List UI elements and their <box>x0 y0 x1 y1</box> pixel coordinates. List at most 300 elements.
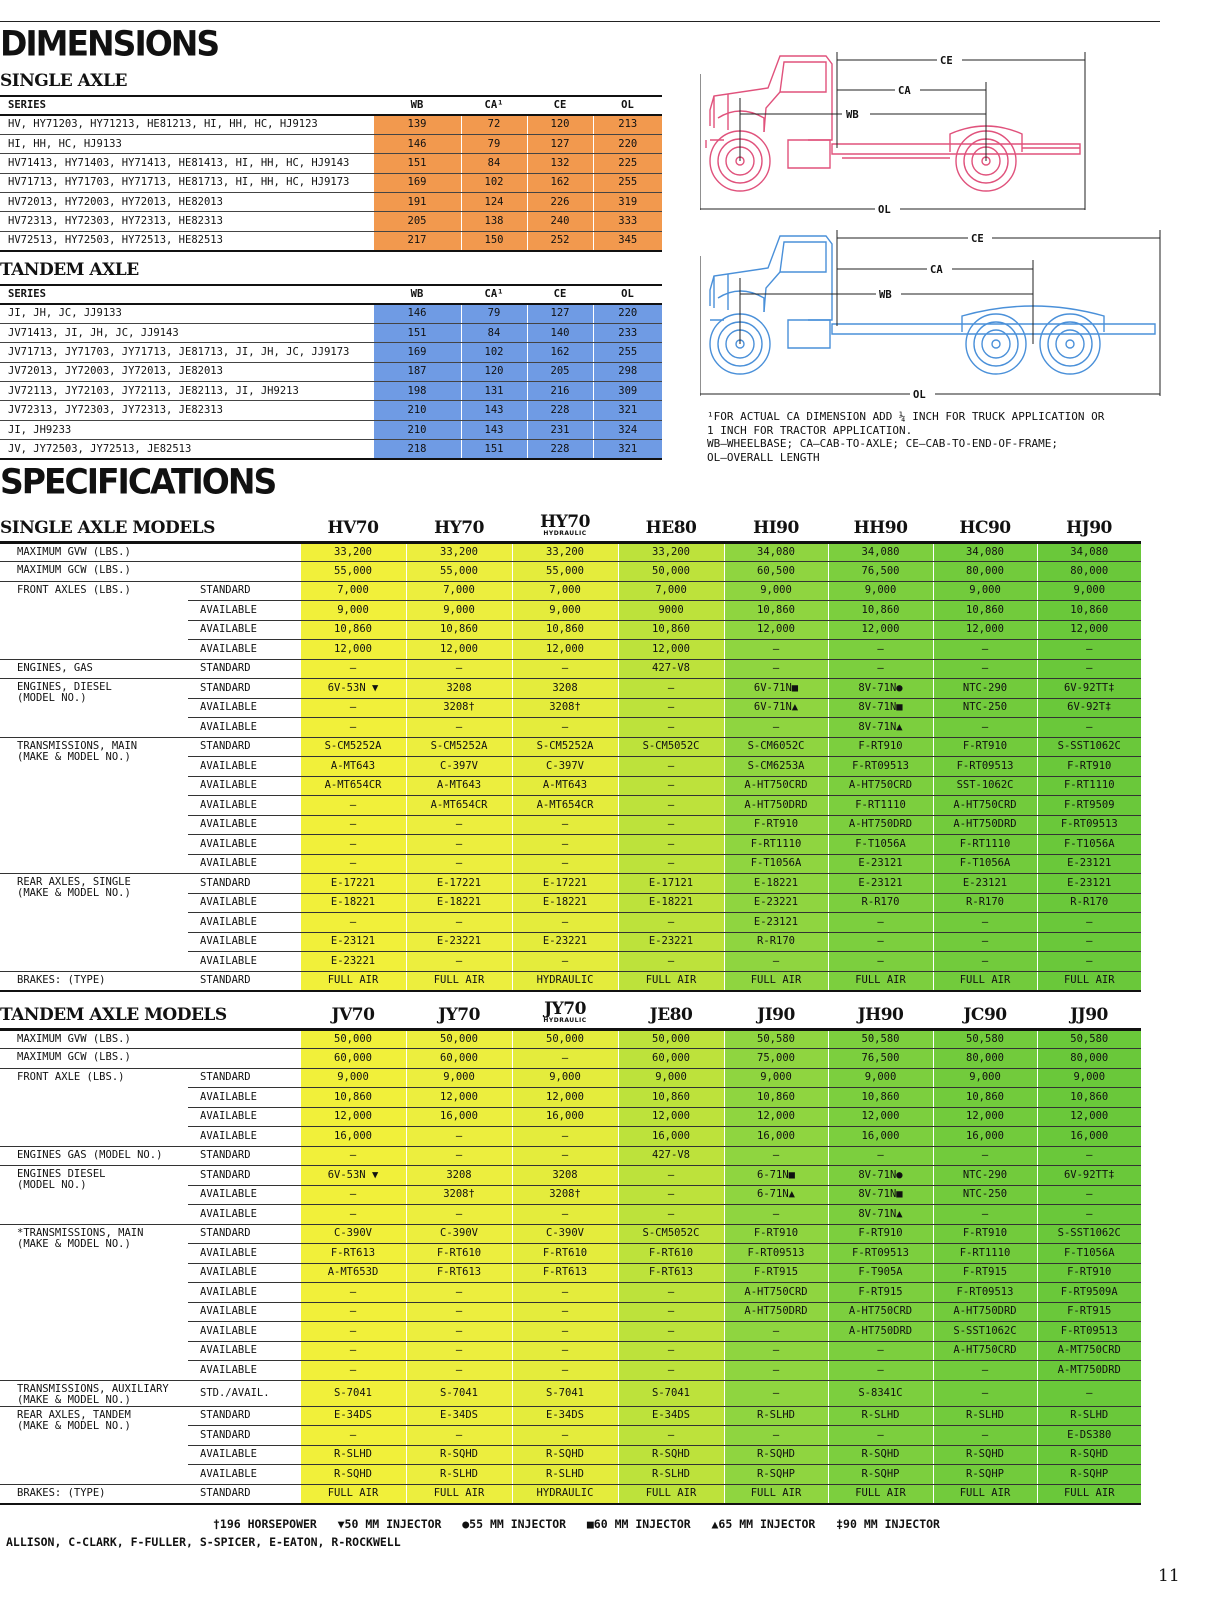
table-row <box>0 420 662 439</box>
spec-value: 9,000 <box>724 581 828 601</box>
availability-cell <box>188 1049 300 1069</box>
spec-value: — <box>512 835 618 855</box>
dimension-value: 120 <box>461 362 527 381</box>
spec-value: HYDRAULIC <box>512 1484 618 1504</box>
spec-value: 12,000 <box>1037 1107 1141 1127</box>
model-name: JJ90 <box>1070 1004 1108 1025</box>
injector-legend: †196 HORSEPOWER ▼50 MM INJECTOR ●55 MM INJECTOR ■60 MM INJECTOR ▲65 MM INJECTOR ‡90 MM INJECTOR <box>213 1517 940 1531</box>
spec-row <box>0 542 1141 562</box>
spec-value: E-34DS <box>406 1406 512 1426</box>
single-dimension-lines <box>700 52 1085 210</box>
spec-value: A-HT750CRD <box>724 776 828 796</box>
dim-col-header: CE <box>527 96 593 115</box>
model-column-header <box>933 995 1037 1029</box>
spec-value: FULL AIR <box>300 971 406 991</box>
spec-value: S-CM6253A <box>724 757 828 777</box>
spec-value: A-HT750DRD <box>724 1302 828 1322</box>
spec-value: E-17121 <box>618 874 724 894</box>
spec-value: 9,000 <box>933 581 1037 601</box>
availability-cell: STANDARD <box>188 1406 300 1426</box>
footnote-line-3: WB—WHEELBASE; CA—CAB-TO-AXLE; CE—CAB-TO-END-OF-FRAME; <box>707 437 1058 450</box>
spec-value: S-7041 <box>300 1380 406 1406</box>
dimension-value: 138 <box>461 212 527 231</box>
spec-label: MAXIMUM GVW (LBS.) <box>0 1029 188 1049</box>
spec-value: — <box>406 718 512 738</box>
spec-value: — <box>512 1127 618 1147</box>
spec-value: A-HT750CRD <box>828 776 933 796</box>
availability-cell: STANDARD <box>188 659 300 679</box>
dim-col-header: SERIES <box>0 96 373 115</box>
spec-value: — <box>300 796 406 816</box>
spec-row <box>0 1166 1141 1186</box>
dimension-value: 228 <box>527 440 593 459</box>
spec-label: MAXIMUM GVW (LBS.) <box>0 542 188 562</box>
series-cell: HV72313, HY72303, HY72313, HE82313 <box>0 212 373 231</box>
availability-cell: STANDARD <box>188 874 300 894</box>
spec-value: 3208 <box>512 679 618 699</box>
availability-cell: STANDARD <box>188 1426 300 1446</box>
spec-value: 12,000 <box>828 620 933 640</box>
spec-value: — <box>1037 718 1141 738</box>
table-row <box>0 193 662 212</box>
spec-value: 12,000 <box>512 1088 618 1108</box>
spec-value: FULL AIR <box>618 971 724 991</box>
spec-value: — <box>828 932 933 952</box>
spec-value: E-23221 <box>300 952 406 972</box>
spec-value: FULL AIR <box>1037 1484 1141 1504</box>
spec-value: — <box>300 1146 406 1166</box>
spec-value: 16,000 <box>828 1127 933 1147</box>
spec-value: — <box>406 835 512 855</box>
dimension-value: 146 <box>373 304 461 323</box>
spec-value: 12,000 <box>933 620 1037 640</box>
spec-value: A-HT750CRD <box>724 1283 828 1303</box>
series-cell: JI, JH, JC, JJ9133 <box>0 304 373 323</box>
model-name: JH90 <box>857 1004 904 1025</box>
availability-cell: AVAILABLE <box>188 640 300 660</box>
spec-value: C-390V <box>300 1224 406 1244</box>
spec-value: — <box>300 698 406 718</box>
table-row <box>0 343 662 362</box>
spec-row <box>0 562 1141 582</box>
spec-value: — <box>618 776 724 796</box>
spec-value: — <box>406 1426 512 1446</box>
spec-value: 8V-71N● <box>828 679 933 699</box>
spec-value: E-23121 <box>828 874 933 894</box>
spec-value: 12,000 <box>512 640 618 660</box>
spec-row <box>0 737 1141 757</box>
spec-value: E-17221 <box>406 874 512 894</box>
availability-cell: AVAILABLE <box>188 815 300 835</box>
footnote-line-2: 1 INCH FOR TRACTOR APPLICATION. <box>707 423 913 437</box>
availability-cell: AVAILABLE <box>188 952 300 972</box>
spec-value: — <box>406 952 512 972</box>
series-cell: JV71713, JY71703, JY71713, JE81713, JI, JH, JC, JJ9173 <box>0 343 373 362</box>
spec-value: 50,580 <box>933 1029 1037 1049</box>
spec-value: F-T1056A <box>724 854 828 874</box>
spec-value: R-SLHD <box>618 1465 724 1485</box>
spec-value: R-SLHD <box>512 1465 618 1485</box>
spec-value: 76,500 <box>828 1049 933 1069</box>
spec-value: — <box>512 1146 618 1166</box>
spec-value: 9,000 <box>828 581 933 601</box>
dimension-value: 217 <box>373 231 461 250</box>
availability-cell: STANDARD <box>188 971 300 991</box>
spec-value: 6V-53N ▼ <box>300 679 406 699</box>
spec-value: F-RT1110 <box>933 835 1037 855</box>
series-cell: HV71413, HY71403, HY71413, HE81413, HI, HH, HC, HJ9143 <box>0 154 373 173</box>
spec-value: NTC-290 <box>933 1166 1037 1186</box>
spec-value: F-RT915 <box>828 1283 933 1303</box>
tandem-ca-label: CA <box>930 264 943 276</box>
model-column-header <box>406 995 512 1029</box>
spec-value: — <box>618 1341 724 1361</box>
dimension-value: 191 <box>373 193 461 212</box>
spec-value: — <box>406 854 512 874</box>
dimension-value: 72 <box>461 115 527 134</box>
dimension-value: 124 <box>461 193 527 212</box>
model-column-header <box>300 995 406 1029</box>
spec-value: E-23121 <box>724 913 828 933</box>
spec-value: 8V-71N▲ <box>828 1205 933 1225</box>
spec-value: 50,000 <box>512 1029 618 1049</box>
spec-value: F-RT910 <box>724 1224 828 1244</box>
spec-value: 10,860 <box>1037 1088 1141 1108</box>
spec-value: R-SLHD <box>828 1406 933 1426</box>
spec-row <box>0 1068 1141 1088</box>
spec-value: — <box>300 1426 406 1446</box>
dimension-value: 255 <box>593 343 662 362</box>
dimension-value: 226 <box>527 193 593 212</box>
spec-value: — <box>512 1283 618 1303</box>
availability-cell <box>188 562 300 582</box>
spec-value: 80,000 <box>933 562 1037 582</box>
spec-value: — <box>724 640 828 660</box>
spec-value: 6V-92TT‡ <box>1037 1166 1141 1186</box>
spec-row <box>0 1224 1141 1244</box>
series-cell: HI, HH, HC, HJ9133 <box>0 134 373 153</box>
model-name: HC90 <box>959 517 1011 538</box>
spec-value: E-23121 <box>300 932 406 952</box>
spec-value: — <box>724 1341 828 1361</box>
single-axle-title: SINGLE AXLE <box>0 71 127 91</box>
spec-value: 16,000 <box>406 1107 512 1127</box>
dimension-value: 218 <box>373 440 461 459</box>
availability-cell: AVAILABLE <box>188 601 300 621</box>
spec-value: E-18221 <box>512 893 618 913</box>
spec-value: — <box>828 952 933 972</box>
spec-value: 3208† <box>406 1185 512 1205</box>
spec-value: — <box>512 1205 618 1225</box>
series-cell: JV, JY72503, JY72513, JE82513 <box>0 440 373 459</box>
spec-row <box>0 1380 1141 1406</box>
dimension-footnote <box>707 410 1104 464</box>
spec-value: — <box>828 1341 933 1361</box>
dimension-value: 162 <box>527 173 593 192</box>
model-column-header <box>618 508 724 542</box>
spec-value: F-RT910 <box>933 1224 1037 1244</box>
dimension-value: 140 <box>527 323 593 342</box>
single-axle-dimensions-table <box>0 95 662 252</box>
dimension-value: 84 <box>461 323 527 342</box>
spec-label: REAR AXLES, TANDEM (MAKE & MODEL NO.) <box>0 1406 188 1484</box>
dimension-value: 220 <box>593 304 662 323</box>
spec-value: F-T1056A <box>1037 835 1141 855</box>
model-column-header <box>724 508 828 542</box>
model-name: HY70 <box>540 511 590 532</box>
spec-label: REAR AXLES, SINGLE (MAKE & MODEL NO.) <box>0 874 188 972</box>
spec-value: — <box>724 1361 828 1381</box>
availability-cell: AVAILABLE <box>188 718 300 738</box>
spec-value: 10,860 <box>618 1088 724 1108</box>
model-name: HI90 <box>753 517 799 538</box>
model-column-header <box>933 508 1037 542</box>
spec-value: F-T905A <box>828 1263 933 1283</box>
hydraulic-tag: HYDRAULIC <box>543 1016 587 1024</box>
model-column-header <box>828 508 933 542</box>
spec-value: 33,200 <box>300 542 406 562</box>
spec-value: 7,000 <box>406 581 512 601</box>
spec-value: FULL AIR <box>828 971 933 991</box>
spec-value: — <box>512 952 618 972</box>
spec-value: F-RT1110 <box>724 835 828 855</box>
spec-value: — <box>512 659 618 679</box>
spec-value: 10,860 <box>512 620 618 640</box>
spec-value: R-SLHD <box>300 1445 406 1465</box>
spec-value: F-RT09513 <box>724 1244 828 1264</box>
table-row <box>0 401 662 420</box>
models-section-title: SINGLE AXLE MODELS <box>0 508 300 542</box>
spec-value: — <box>933 1205 1037 1225</box>
spec-value: E-23221 <box>724 893 828 913</box>
spec-value: E-23121 <box>828 854 933 874</box>
spec-value: — <box>300 815 406 835</box>
spec-value: E-18221 <box>300 893 406 913</box>
spec-label: ENGINES, GAS <box>0 659 188 679</box>
spec-value: — <box>933 952 1037 972</box>
spec-value: 9,000 <box>512 601 618 621</box>
availability-cell: AVAILABLE <box>188 1361 300 1381</box>
spec-value: — <box>406 1205 512 1225</box>
spec-value: — <box>512 854 618 874</box>
spec-value: — <box>618 835 724 855</box>
dimension-value: 102 <box>461 173 527 192</box>
spec-value: A-HT750CRD <box>933 796 1037 816</box>
spec-value: — <box>300 1302 406 1322</box>
dimension-value: 252 <box>527 231 593 250</box>
dim-col-header: OL <box>593 96 662 115</box>
spec-value: 9,000 <box>828 1068 933 1088</box>
spec-value: A-MT654CR <box>512 796 618 816</box>
spec-value: 50,000 <box>618 1029 724 1049</box>
spec-value: F-RT09513 <box>828 1244 933 1264</box>
spec-value: 12,000 <box>300 1107 406 1127</box>
tandem-ol-label: OL <box>913 389 926 401</box>
spec-value: F-RT910 <box>828 1224 933 1244</box>
dim-header-row <box>0 96 662 115</box>
spec-value: F-RT613 <box>406 1263 512 1283</box>
spec-value: — <box>1037 1205 1141 1225</box>
spec-value: S-CM5252A <box>512 737 618 757</box>
spec-value: F-T1056A <box>933 854 1037 874</box>
model-column-header <box>512 508 618 542</box>
spec-value: 55,000 <box>300 562 406 582</box>
spec-value: F-RT1110 <box>933 1244 1037 1264</box>
spec-value: FULL AIR <box>724 971 828 991</box>
spec-value: FULL AIR <box>406 971 512 991</box>
table-row <box>0 231 662 250</box>
spec-value: — <box>828 659 933 679</box>
spec-value: — <box>300 1361 406 1381</box>
dimension-value: 213 <box>593 115 662 134</box>
single-ca-label: CA <box>898 85 911 97</box>
table-row <box>0 115 662 134</box>
spec-value: — <box>300 854 406 874</box>
spec-value: 10,860 <box>724 601 828 621</box>
availability-cell: AVAILABLE <box>188 698 300 718</box>
dimension-value: 240 <box>527 212 593 231</box>
spec-value: SST-1062C <box>933 776 1037 796</box>
spec-value: 80,000 <box>1037 1049 1141 1069</box>
spec-value: — <box>406 1341 512 1361</box>
spec-value: E-23221 <box>406 932 512 952</box>
spec-value: F-RT09513 <box>933 1283 1037 1303</box>
spec-value: 12,000 <box>828 1107 933 1127</box>
spec-value: 50,580 <box>724 1029 828 1049</box>
spec-value: R-SQHP <box>1037 1465 1141 1485</box>
spec-value: S-7041 <box>406 1380 512 1406</box>
spec-value: 9,000 <box>618 1068 724 1088</box>
spec-value: S-CM6052C <box>724 737 828 757</box>
spec-value: — <box>512 815 618 835</box>
dimension-value: 321 <box>593 401 662 420</box>
spec-value: 12,000 <box>933 1107 1037 1127</box>
model-name: HJ90 <box>1066 517 1112 538</box>
spec-value: 7,000 <box>618 581 724 601</box>
spec-label: FRONT AXLE (LBS.) <box>0 1068 188 1146</box>
spec-value: — <box>300 1341 406 1361</box>
spec-value: 12,000 <box>618 1107 724 1127</box>
single-axle-specifications-table <box>0 508 1141 992</box>
tandem-truck-illustration <box>710 236 1155 374</box>
single-axle-truck-diagram <box>700 48 1100 218</box>
spec-label: MAXIMUM GCW (LBS.) <box>0 562 188 582</box>
spec-value: R-SQHD <box>300 1465 406 1485</box>
dim-col-header: CA¹ <box>461 96 527 115</box>
spec-value: R-SLHD <box>406 1465 512 1485</box>
model-name: HH90 <box>853 517 908 538</box>
spec-value: FULL AIR <box>1037 971 1141 991</box>
table-row <box>0 212 662 231</box>
dim-col-header: SERIES <box>0 285 373 304</box>
spec-value: 9,000 <box>406 1068 512 1088</box>
spec-value: — <box>618 796 724 816</box>
spec-value: — <box>724 1205 828 1225</box>
spec-value: FULL AIR <box>618 1484 724 1504</box>
spec-value: — <box>406 1361 512 1381</box>
spec-value: — <box>512 1049 618 1069</box>
spec-row <box>0 1406 1141 1426</box>
spec-value: E-17221 <box>300 874 406 894</box>
spec-value: 3208 <box>406 679 512 699</box>
spec-value: 10,860 <box>618 620 724 640</box>
availability-cell <box>188 542 300 562</box>
availability-cell: AVAILABLE <box>188 1341 300 1361</box>
spec-value: S-CM5252A <box>300 737 406 757</box>
spec-value: E-34DS <box>618 1406 724 1426</box>
spec-value: — <box>300 1205 406 1225</box>
spec-value: — <box>618 1283 724 1303</box>
dimension-value: 205 <box>373 212 461 231</box>
spec-value: — <box>933 1426 1037 1446</box>
spec-value: F-RT915 <box>1037 1302 1141 1322</box>
spec-value: — <box>300 1322 406 1342</box>
spec-value: E-23121 <box>1037 854 1141 874</box>
dim-col-header: WB <box>373 96 461 115</box>
spec-value: — <box>300 835 406 855</box>
availability-cell: STANDARD <box>188 581 300 601</box>
spec-value: — <box>512 913 618 933</box>
dimension-value: 210 <box>373 420 461 439</box>
spec-value: FULL AIR <box>828 1484 933 1504</box>
model-column-header <box>828 995 933 1029</box>
spec-value: 9,000 <box>724 1068 828 1088</box>
spec-value: NTC-250 <box>933 698 1037 718</box>
dimension-value: 127 <box>527 134 593 153</box>
spec-value: 12,000 <box>618 640 724 660</box>
spec-value: — <box>933 1380 1037 1406</box>
single-truck-illustration <box>706 56 1080 191</box>
spec-value: S-SST1062C <box>1037 737 1141 757</box>
spec-value: — <box>300 1283 406 1303</box>
availability-cell: STANDARD <box>188 737 300 757</box>
spec-value: 9,000 <box>300 601 406 621</box>
model-name: JI90 <box>757 1004 795 1025</box>
spec-label: BRAKES: (TYPE) <box>0 971 188 991</box>
dimension-value: 210 <box>373 401 461 420</box>
tandem-axle-truck-diagram <box>700 226 1170 406</box>
spec-value: F-RT1110 <box>1037 776 1141 796</box>
dimension-value: 225 <box>593 154 662 173</box>
spec-value: F-RT910 <box>724 815 828 835</box>
spec-value: 80,000 <box>933 1049 1037 1069</box>
availability-cell: AVAILABLE <box>188 1322 300 1342</box>
spec-value: 7,000 <box>512 581 618 601</box>
spec-value: — <box>1037 640 1141 660</box>
spec-value: 427-V8 <box>618 659 724 679</box>
spec-value: — <box>512 1426 618 1446</box>
spec-value: — <box>1037 952 1141 972</box>
table-row <box>0 362 662 381</box>
spec-value: 10,860 <box>300 620 406 640</box>
spec-value: R-SLHD <box>933 1406 1037 1426</box>
spec-value: 16,000 <box>512 1107 618 1127</box>
spec-value: E-23221 <box>618 932 724 952</box>
dimension-value: 319 <box>593 193 662 212</box>
model-name: JE80 <box>649 1004 693 1025</box>
spec-value: A-MT750DRD <box>1037 1361 1141 1381</box>
spec-value: — <box>618 913 724 933</box>
spec-value: — <box>618 1361 724 1381</box>
spec-value: 16,000 <box>1037 1127 1141 1147</box>
spec-row <box>0 659 1141 679</box>
spec-value: 16,000 <box>300 1127 406 1147</box>
spec-value: FULL AIR <box>300 1484 406 1504</box>
spec-label: ENGINES DIESEL (MODEL NO.) <box>0 1166 188 1225</box>
spec-value: 10,860 <box>406 620 512 640</box>
spec-row <box>0 1029 1141 1049</box>
spec-value: F-RT910 <box>1037 1263 1141 1283</box>
